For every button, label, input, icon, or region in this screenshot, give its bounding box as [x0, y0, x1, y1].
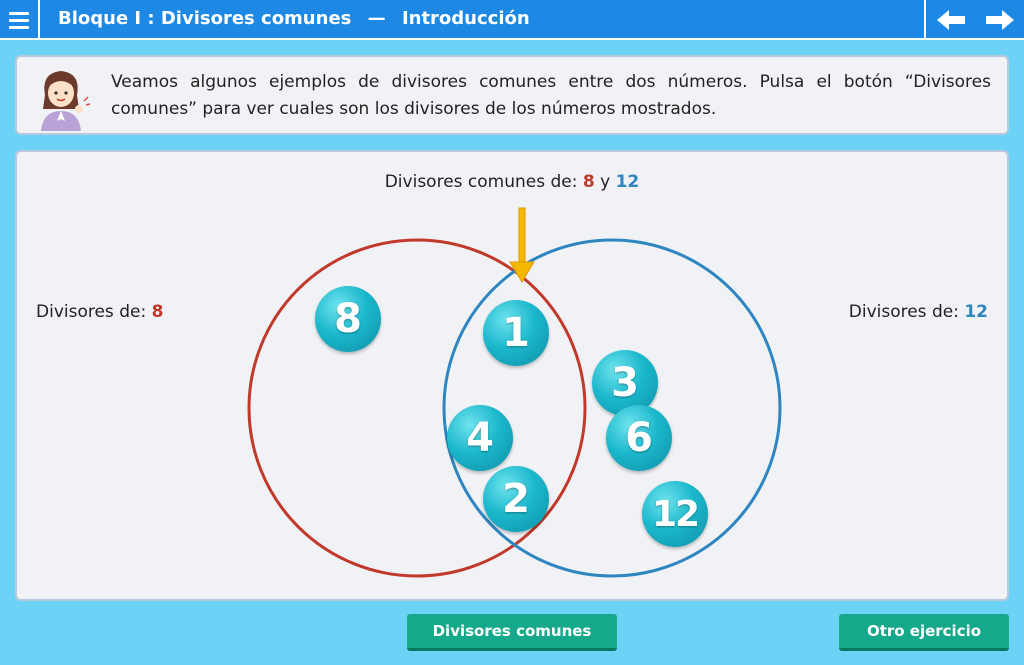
right-label-text: Divisores de:	[848, 302, 959, 322]
right-set-number: 12	[964, 302, 988, 322]
arrow-left-icon[interactable]	[936, 9, 966, 31]
top-bar	[0, 0, 1024, 40]
other-exercise-button[interactable]: Otro ejercicio	[839, 614, 1009, 651]
common-divisors-button[interactable]: Divisores comunes	[407, 614, 617, 651]
teacher-avatar	[31, 65, 91, 131]
divisor-ball: 4	[447, 405, 513, 471]
arrow-right-icon[interactable]	[985, 9, 1015, 31]
menu-icon[interactable]	[0, 0, 40, 40]
conjunction: y	[600, 172, 611, 192]
page-title	[58, 0, 530, 38]
left-set-label	[36, 302, 163, 322]
left-label-text: Divisores de:	[36, 302, 147, 322]
section-title: Introducción	[401, 8, 530, 29]
number-a: 8	[582, 172, 595, 192]
divisor-ball: 12	[642, 481, 708, 547]
instruction-text: Veamos algunos ejemplos de divisores comunes entre dos números. Pulsa el botón “Divisores comunes” para ver cuales son los divisores de los números mostrados.	[111, 72, 991, 119]
number-b: 12	[615, 172, 640, 192]
divisor-ball: 2	[483, 466, 549, 532]
navigation	[924, 0, 1024, 40]
title-separator: —	[367, 8, 386, 29]
right-set-label	[849, 302, 988, 322]
divisor-ball: 1	[483, 300, 549, 366]
instruction-box	[15, 55, 1009, 135]
left-set-number: 8	[151, 302, 164, 322]
divisor-ball: 8	[315, 286, 381, 352]
divisor-ball: 3	[592, 350, 658, 416]
venn-diagram	[17, 152, 1011, 603]
venn-panel	[15, 150, 1009, 601]
common-divisors-title	[17, 172, 1007, 192]
block-title: Bloque I : Divisores comunes	[58, 8, 352, 29]
divisor-ball: 6	[606, 405, 672, 471]
common-title-prefix: Divisores comunes de:	[384, 172, 578, 192]
